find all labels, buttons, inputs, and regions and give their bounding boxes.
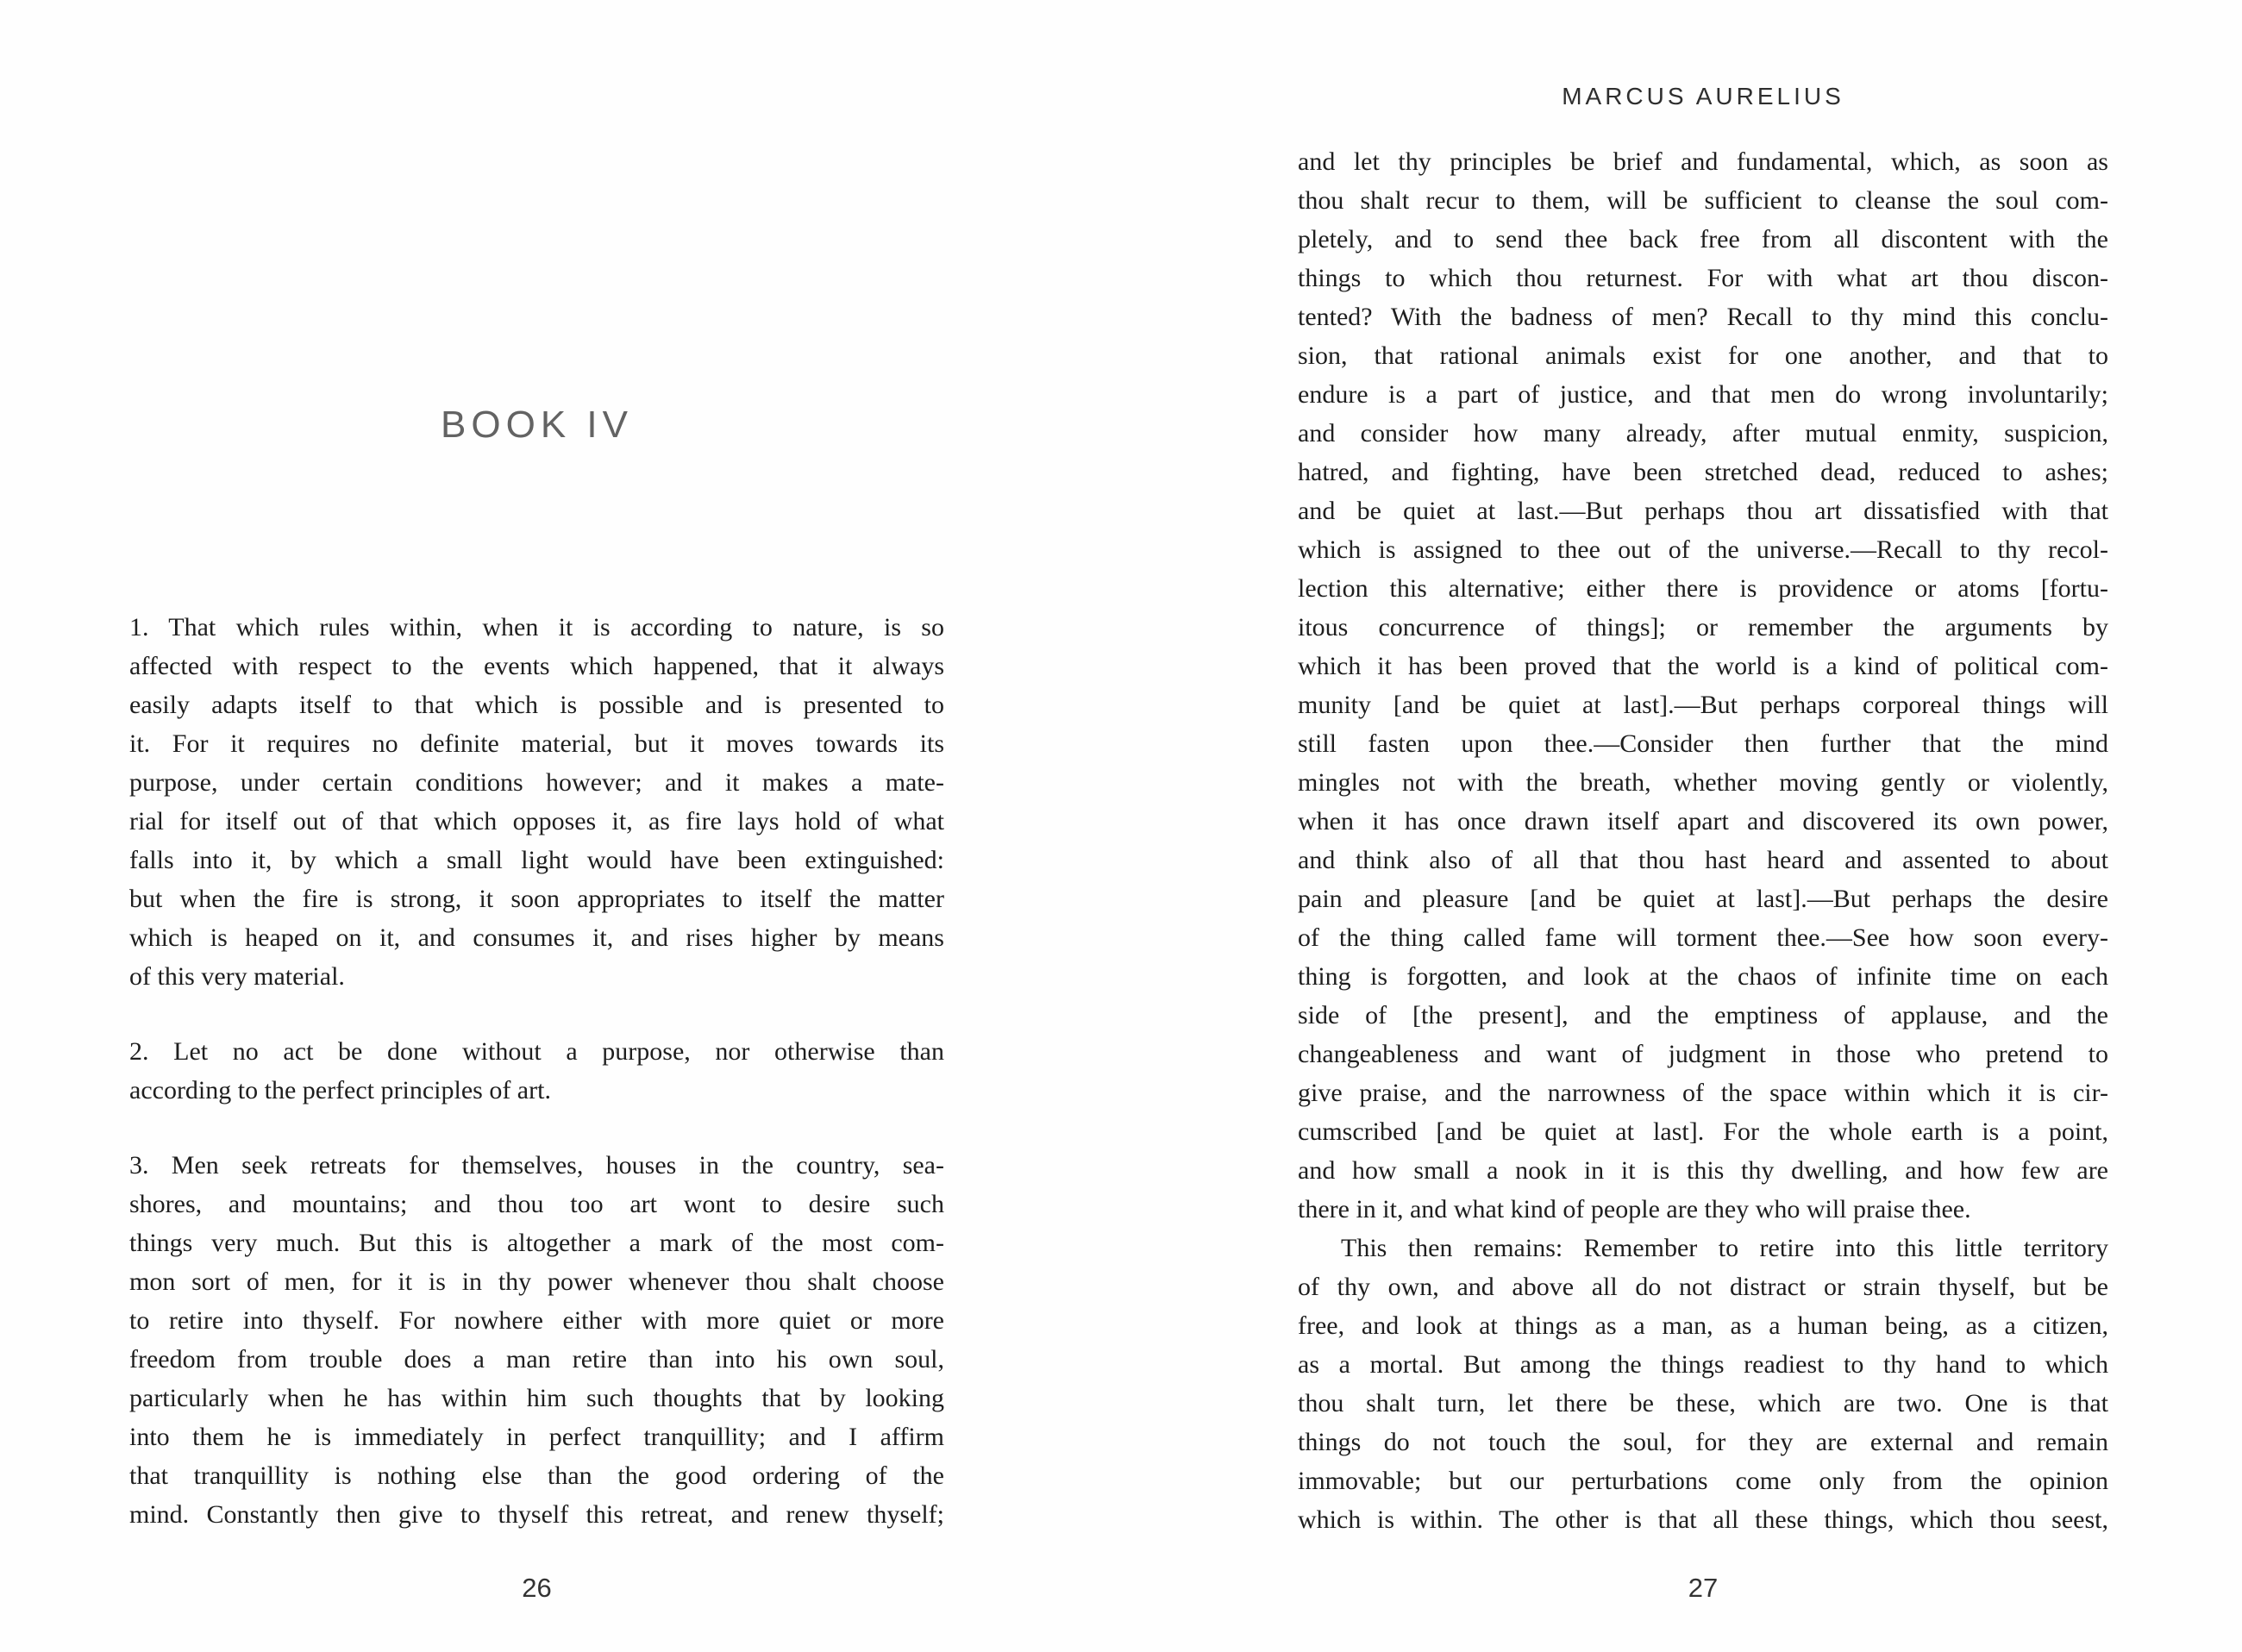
right-page-body [1298,142,2108,1539]
text-line: of thy own, and above all do not distract or strain thyself, but be [1298,1273,2108,1301]
text-line: thou shalt turn, let there be these, which are two. One is that [1298,1389,2108,1417]
right-page-number: 27 [1688,1573,1719,1603]
text-line: there in it, and what kind of people are they who will praise thee. [1298,1195,1971,1223]
text-line: free, and look at things as a man, as a human being, as a citizen, [1298,1311,2108,1340]
text-line: tented? With the badness of men? Recall to thy mind this conclu- [1298,303,2108,331]
text-line: which is heaped on it, and consumes it, and rises higher by means [129,923,944,952]
text-line: itous concurrence of things]; or remember the arguments by [1298,613,2108,641]
text-line: and consider how many already, after mutual enmity, suspicion, [1298,419,2108,447]
text-line: rial for itself out of that which opposes it, as fire lays hold of what [129,807,944,835]
text-line: immovable; but our perturbations come only from the opinion [1298,1467,2108,1495]
text-line: particularly when he has within him such thoughts that by looking [129,1384,944,1412]
text-line: and think also of all that thou hast heard and assented to about [1298,846,2108,874]
text-line: and be quiet at last.—But perhaps thou art dissatisfied with that [1298,497,2108,525]
chapter-heading: BOOK IV [441,404,633,446]
text-line: still fasten upon thee.—Consider then further that the mind [1298,729,2108,758]
text-line: falls into it, by which a small light would have been extinguished: [129,846,944,874]
text-line: give praise, and the narrowness of the space within which it is cir- [1298,1079,2108,1107]
paragraph [129,608,944,996]
text-line: side of [the present], and the emptiness of applause, and the [1298,1001,2108,1029]
text-line: purpose, under certain conditions however; and it makes a mate- [129,768,944,797]
text-line: but when the fire is strong, it soon appropriates to itself the matter [129,885,944,913]
text-line: 1. That which rules within, when it is according to nature, is so [129,613,944,641]
text-line: pletely, and to send thee back free from all discontent with the [1298,225,2108,253]
paragraph [129,1146,944,1534]
text-line: endure is a part of justice, and that men do wrong involuntarily; [1298,380,2108,409]
text-line: sion, that rational animals exist for one another, and that to [1298,341,2108,370]
text-line: which is assigned to thee out of the universe.—Recall to thy recol- [1298,535,2108,564]
text-line: affected with respect to the events which happened, that it always [129,652,944,680]
paragraph [129,1032,944,1110]
text-line: which it has been proved that the world is a kind of political com- [1298,652,2108,680]
text-line: of the thing called fame will torment thee.—See how soon every- [1298,923,2108,952]
text-line: of this very material. [129,962,345,991]
left-page-number: 26 [522,1573,552,1603]
text-line: lection this alternative; either there is providence or atoms [fortu- [1298,574,2108,603]
text-line: munity [and be quiet at last].—But perhaps corporeal things will [1298,691,2108,719]
text-line: freedom from trouble does a man retire than into his own soul, [129,1345,944,1374]
left-page-body [129,608,944,1534]
text-line: thing is forgotten, and look at the chaos of infinite time on each [1298,962,2108,991]
text-line: pain and pleasure [and be quiet at last].—But perhaps the desire [1298,885,2108,913]
text-line: mind. Constantly then give to thyself this retreat, and renew thyself; [129,1500,944,1529]
text-line: as a mortal. But among the things readiest to thy hand to which [1298,1350,2108,1379]
text-line: This then remains: Remember to retire into this little territory [1341,1234,2108,1262]
text-line: shores, and mountains; and thou too art wont to desire such [129,1190,944,1218]
text-line: which is within. The other is that all these things, which thou seest, [1298,1505,2108,1534]
text-line: things to which thou returnest. For with what art thou discon- [1298,264,2108,292]
text-line: and how small a nook in it is this thy dwelling, and how few are [1298,1156,2108,1185]
paragraph [1298,1229,2108,1539]
text-line: and let thy principles be brief and fundamental, which, as soon as [1298,147,2108,176]
text-line: 2. Let no act be done without a purpose, nor otherwise than [129,1037,944,1066]
text-line: thou shalt recur to them, will be sufficient to cleanse the soul com- [1298,186,2108,215]
text-line: that tranquillity is nothing else than the good ordering of the [129,1461,944,1490]
text-line: changeableness and want of judgment in those who pretend to [1298,1040,2108,1068]
text-line: things very much. But this is altogether a mark of the most com- [129,1229,944,1257]
text-line: cumscribed [and be quiet at last]. For the whole earth is a point, [1298,1117,2108,1146]
paragraph [1298,142,2108,1229]
text-line: hatred, and fighting, have been stretched dead, reduced to ashes; [1298,458,2108,486]
left-page [129,0,944,1652]
text-line: mon sort of men, for it is in thy power whenever thou shalt choose [129,1267,944,1296]
text-line: to retire into thyself. For nowhere either with more quiet or more [129,1306,944,1335]
right-page [1298,0,2108,1652]
text-line: mingles not with the breath, whether moving gently or violently, [1298,768,2108,797]
text-line: things do not touch the soul, for they are external and remain [1298,1428,2108,1456]
text-line: when it has once drawn itself apart and discovered its own power, [1298,807,2108,835]
running-header: MARCUS AURELIUS [1562,83,1844,110]
text-line: easily adapts itself to that which is possible and is presented to [129,691,944,719]
text-line: it. For it requires no definite material, but it moves towards its [129,729,944,758]
text-line: according to the perfect principles of art. [129,1076,551,1104]
text-line: into them he is immediately in perfect tranquillity; and I affirm [129,1423,944,1451]
text-line: 3. Men seek retreats for themselves, houses in the country, sea- [129,1151,944,1180]
